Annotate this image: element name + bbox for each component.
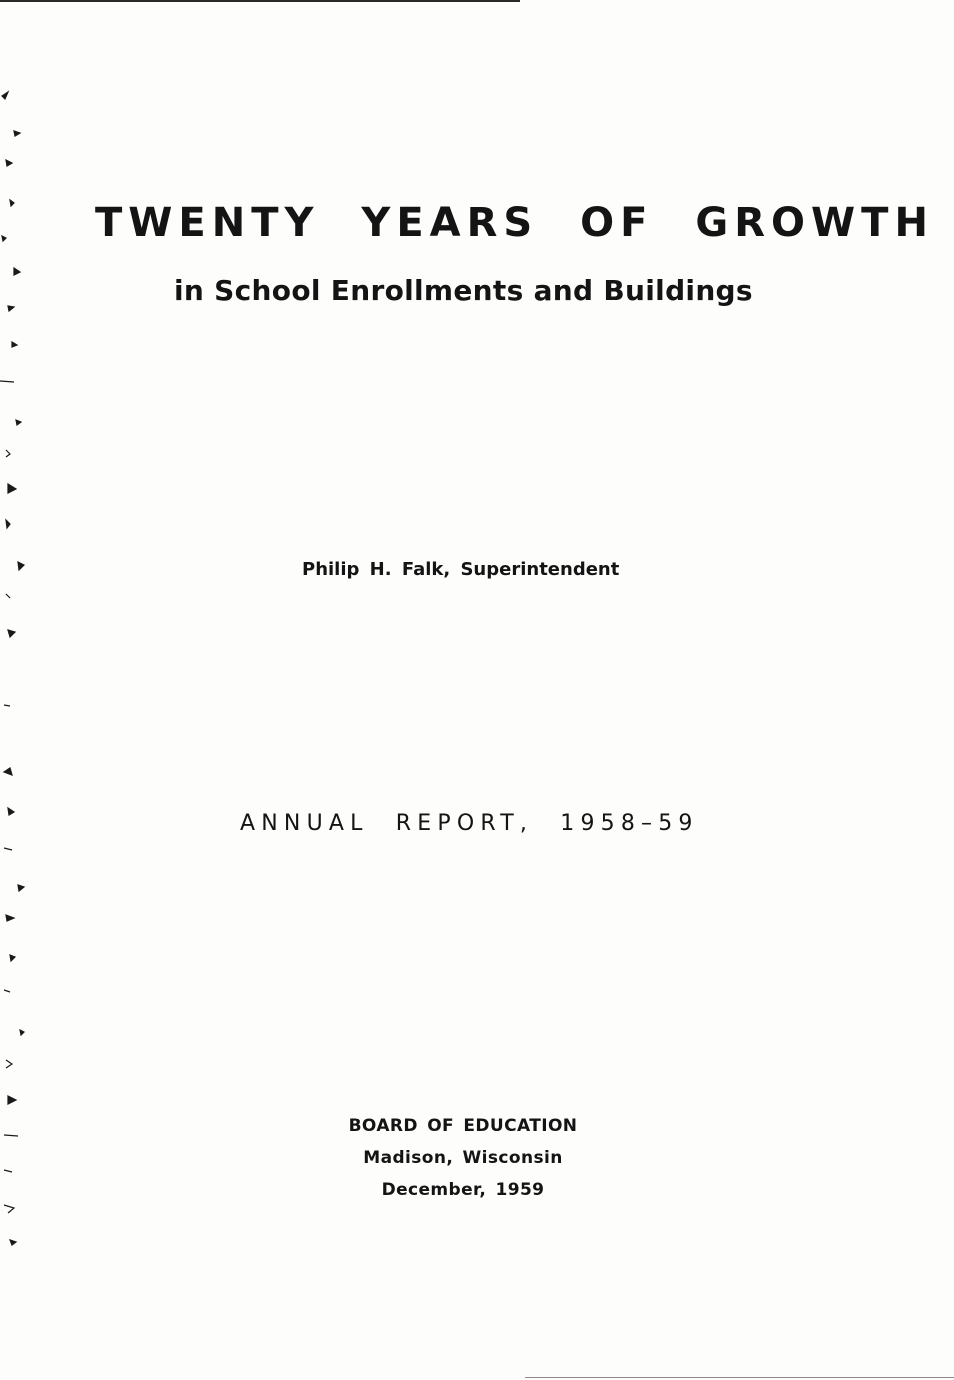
publication-date: December, 1959 [381,1180,545,1200]
annual-report-line: ANNUAL REPORT, 1958–59 [240,811,699,836]
binding-hole-marks [0,0,30,1380]
bottom-edge-rule [525,1377,954,1378]
report-title: TWENTY YEARS OF GROWTH [95,200,934,246]
publisher-location: Madison, Wisconsin [363,1148,563,1168]
author-line: Philip H. Falk, Superintendent [302,559,620,580]
publisher-name: BOARD OF EDUCATION [348,1116,578,1136]
publisher-block [300,1110,626,1206]
top-edge-rule [0,0,520,2]
report-subtitle: in School Enrollments and Buildings [174,274,753,307]
